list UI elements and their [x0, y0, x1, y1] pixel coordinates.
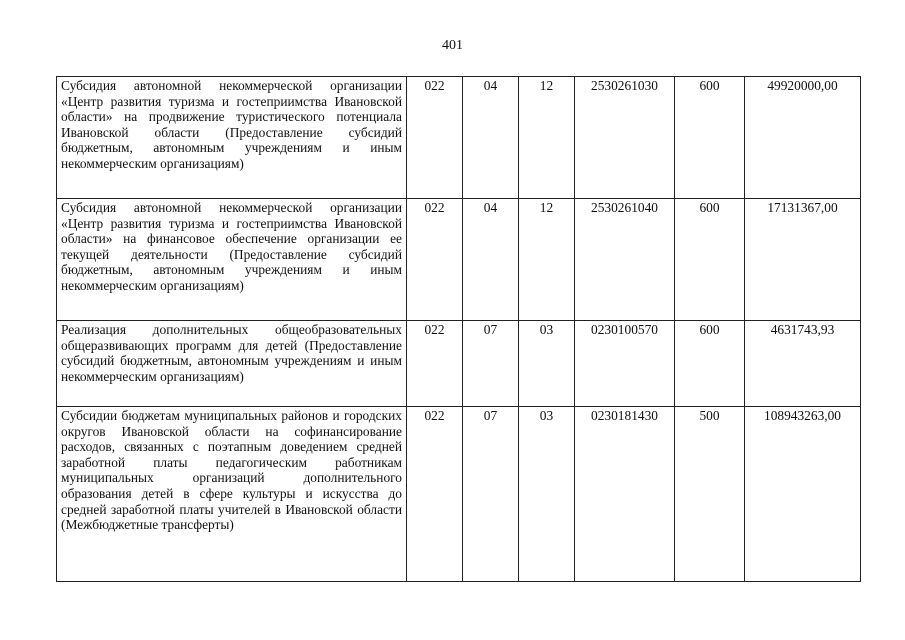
row-subsection-code: 12 — [519, 77, 575, 199]
table-row — [57, 77, 861, 199]
row-amount: 4631743,93 — [745, 321, 861, 407]
row-gr-code: 022 — [407, 77, 463, 199]
row-amount: 49920000,00 — [745, 77, 861, 199]
row-gr-code: 022 — [407, 321, 463, 407]
row-expense-type: 600 — [675, 77, 745, 199]
budget-table — [56, 76, 861, 582]
row-description: Субсидия автономной некоммерческой организации «Центр развития туризма и гостеприимства Ивановской области» на продвижение туристического потенциала Ивановской области (Предоставление субсидий бюджетным, автономным учреждениям и иным некоммерческим организациям) — [57, 77, 407, 199]
row-description: Субсидии бюджетам муниципальных районов и городских округов Ивановской области на софинансирование расходов, связанных с поэтапным доведением средней заработной платы педагогическим работникам муниципальных организаций дополнительного образования детей в сфере культуры и искусства до средней заработной платы учителей в Ивановской области (Межбюджетные трансферты) — [57, 407, 407, 582]
row-expense-type: 600 — [675, 321, 745, 407]
table-row — [57, 199, 861, 321]
row-target-article: 2530261040 — [575, 199, 675, 321]
row-amount: 17131367,00 — [745, 199, 861, 321]
row-amount: 108943263,00 — [745, 407, 861, 582]
row-section-code: 07 — [463, 407, 519, 582]
row-gr-code: 022 — [407, 199, 463, 321]
row-expense-type: 600 — [675, 199, 745, 321]
row-target-article: 0230181430 — [575, 407, 675, 582]
table-row — [57, 321, 861, 407]
row-subsection-code: 03 — [519, 321, 575, 407]
row-expense-type: 500 — [675, 407, 745, 582]
row-description: Субсидия автономной некоммерческой организации «Центр развития туризма и гостеприимства Ивановской области» на финансовое обеспечение организации ее текущей деятельности (Предоставление субсидий бюджетным, автономным учреждениям и иным некоммерческим организациям) — [57, 199, 407, 321]
row-description: Реализация дополнительных общеобразовательных общеразвивающих программ для детей (Предоставление субсидий бюджетным, автономным учреждениям и иным некоммерческим организациям) — [57, 321, 407, 407]
row-target-article: 0230100570 — [575, 321, 675, 407]
table-row — [57, 407, 861, 582]
page-number: 401 — [442, 38, 463, 53]
row-section-code: 04 — [463, 77, 519, 199]
row-section-code: 04 — [463, 199, 519, 321]
row-subsection-code: 03 — [519, 407, 575, 582]
row-target-article: 2530261030 — [575, 77, 675, 199]
row-section-code: 07 — [463, 321, 519, 407]
row-gr-code: 022 — [407, 407, 463, 582]
row-subsection-code: 12 — [519, 199, 575, 321]
